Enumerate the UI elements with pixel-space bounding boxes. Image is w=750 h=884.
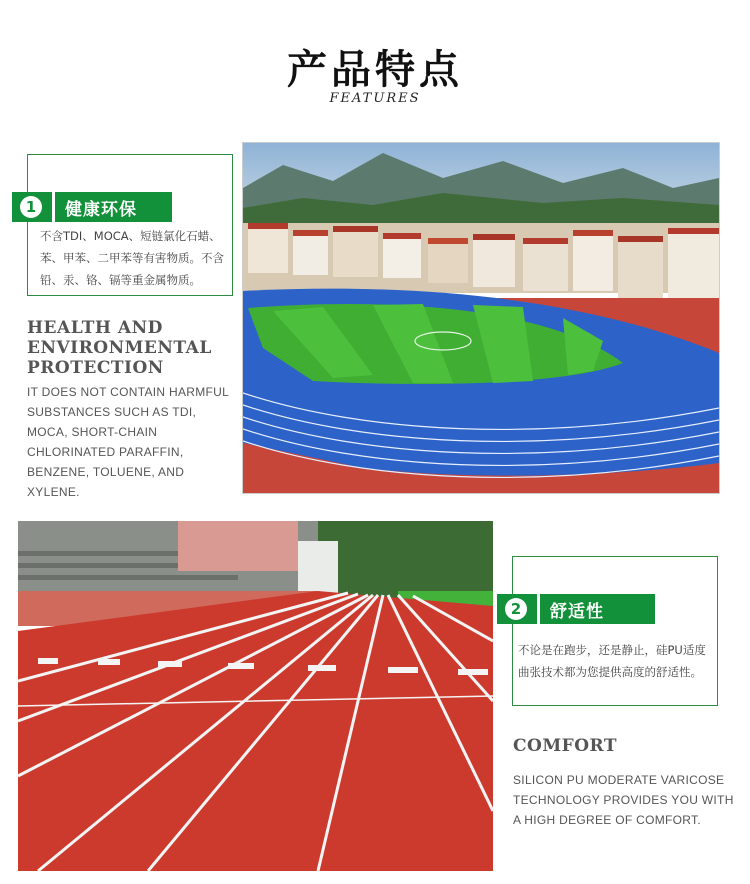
feature-1-desc-cn: 不含TDI、MOCA、短链氯化石蜡、苯、甲苯、二甲苯等有害物质。不含铅、汞、铬、镉等重金属物质。 (40, 229, 224, 287)
feature-2-desc-en: SILICON PU MODERATE VARICOSE TECHNOLOGY PROVIDES YOU WITH A HIGH DEGREE OF COMFORT. (513, 773, 734, 827)
feature-2-title-en: COMFORT (513, 736, 618, 756)
stand-building (178, 521, 298, 571)
red-running-track-photo (18, 521, 493, 871)
feature-1-title-en-line1: HEALTH AND (27, 318, 163, 338)
feature-2-title-cn: 舒适性 (550, 601, 604, 622)
feature-1-title-en-line2: ENVIRONMENTAL (27, 338, 212, 358)
feature-1-title-cn: 健康环保 (65, 199, 137, 220)
feature-2-card (512, 556, 718, 706)
stadium-blue-track-photo (242, 142, 720, 494)
feature-2-desc-cn: 不论是在跑步，还是静止，硅PU适度曲张技术都为您提供高度的舒适性。 (518, 643, 706, 679)
feature-1-title-en (27, 318, 237, 378)
page-title: 产品特点 (287, 47, 463, 93)
feature-1-desc-en: IT DOES NOT CONTAIN HARMFUL SUBSTANCES SUCH AS TDI, MOCA, SHORT-CHAIN CHLORINATED PARAFFIN, BENZENE, TOLUENE, AND XYLENE. (27, 385, 229, 499)
feature-1-badge (12, 192, 172, 222)
feature-1-number: 1 (20, 196, 42, 218)
page-subtitle: FEATURES (329, 91, 421, 106)
feature-2-badge (497, 594, 655, 624)
feature-2-number: 2 (505, 598, 527, 620)
feature-1-title-en-line3: PROTECTION (27, 358, 164, 378)
